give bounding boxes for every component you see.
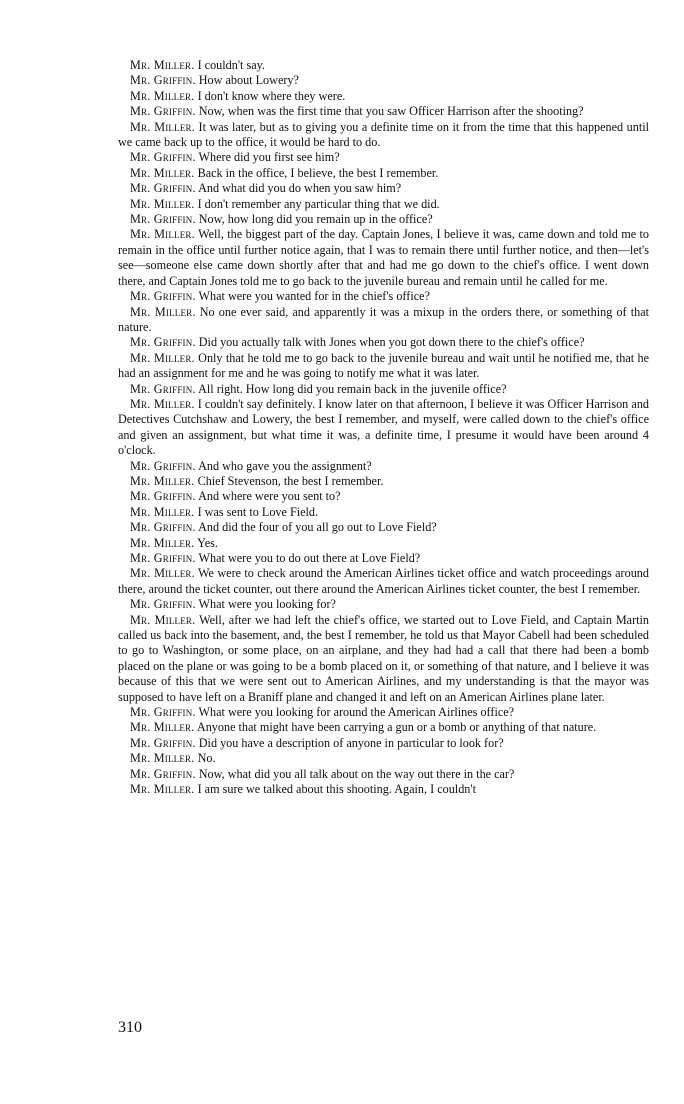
speaker-label: Mr. Miller. (130, 612, 196, 627)
transcript-line (118, 351, 649, 382)
speaker-label: Mr. Miller. (130, 88, 195, 103)
speaker-label: Mr. Griffin. (130, 597, 196, 612)
utterance-text: Did you actually talk with Jones when you got down there to the chief's office? (198, 335, 585, 350)
transcript-line (118, 104, 649, 119)
speaker-label: Mr. Miller. (130, 196, 195, 211)
transcript-line (118, 474, 649, 489)
speaker-label: Mr. Griffin. (130, 735, 196, 750)
transcript-line (118, 166, 649, 181)
utterance-text: Where did you first see him? (198, 150, 340, 165)
transcript-line (118, 736, 649, 751)
speaker-label: Mr. Griffin. (130, 766, 196, 781)
utterance-text: I couldn't say definitely. I know later on that afternoon, I believe it was Officer Harrison and Detectives Cutchshaw and Lowery, the best I remember, and myself, were called down to the chief's office and given an assignment, but what time it was, a definite time, I presume it would have been around 4 o'clock. (118, 396, 650, 458)
transcript-line (118, 58, 649, 73)
speaker-label: Mr. Miller. (130, 566, 195, 581)
speaker-label: Mr. Miller. (130, 396, 195, 411)
speaker-label: Mr. Griffin. (130, 335, 196, 350)
speaker-label: Mr. Griffin. (130, 150, 196, 165)
speaker-label: Mr. Griffin. (130, 212, 196, 227)
transcript-line (118, 459, 649, 474)
speaker-label: Mr. Griffin. (130, 551, 196, 565)
transcript-line (118, 335, 649, 350)
utterance-text: Now, when was the first time that you saw Officer Harrison after the shooting? (198, 104, 584, 119)
utterance-text: No. (197, 751, 216, 766)
transcript-line (118, 305, 649, 336)
transcript-line (118, 73, 649, 88)
utterance-text: What were you wanted for in the chief's office? (198, 289, 430, 304)
transcript-line (118, 227, 649, 289)
utterance-text: No one ever said, and apparently it was a mixup in the orders there, or something of that nature. (118, 304, 650, 334)
utterance-text: I don't know where they were. (197, 88, 346, 103)
transcript-line (118, 566, 649, 597)
utterance-text: We were to check around the American Airlines ticket office and watch proceedings around there, around the ticket counter, out there around the American Airlines ticket counter, the best I remember. (118, 566, 649, 596)
transcript-line (118, 289, 649, 304)
transcript-line (118, 720, 649, 735)
speaker-label: Mr. Griffin. (130, 458, 196, 473)
transcript-line (118, 89, 649, 104)
transcript-line (118, 197, 649, 212)
transcript-line (118, 120, 649, 151)
speaker-label: Mr. Miller. (130, 720, 195, 735)
utterance-text: How about Lowery? (198, 73, 299, 88)
speaker-label: Mr. Miller. (130, 58, 195, 72)
transcript-line (118, 505, 649, 520)
speaker-label: Mr. Griffin. (130, 520, 196, 535)
transcript-line (118, 597, 649, 612)
speaker-label: Mr. Griffin. (130, 104, 196, 119)
utterance-text: I am sure we talked about this shooting. Again, I couldn't (197, 782, 476, 797)
utterance-text: Only that he told me to go back to the juvenile bureau and wait until he notified me, that he had an assignment for me and he was going to notify me what it was later. (118, 350, 650, 381)
utterance-text: Anyone that might have been carrying a gun or a bomb or anything of that nature. (196, 720, 597, 735)
utterance-text: Yes. (197, 535, 218, 550)
utterance-text: I was sent to Love Field. (197, 504, 319, 519)
transcript-line (118, 397, 649, 459)
utterance-text: Did you have a description of anyone in particular to look for? (198, 735, 504, 750)
transcript-line (118, 705, 649, 720)
speaker-label: Mr. Miller. (130, 119, 195, 134)
speaker-label: Mr. Miller. (130, 165, 195, 180)
utterance-text: It was later, but as to giving you a definite time on it from the time that this happened until we came back up to the office, it would be hard to do. (118, 119, 650, 150)
speaker-label: Mr. Griffin. (130, 705, 196, 720)
utterance-text: Now, how long did you remain up in the office? (198, 212, 433, 227)
transcript-line (118, 613, 649, 705)
transcript-line (118, 181, 649, 196)
speaker-label: Mr. Miller. (130, 782, 195, 797)
speaker-label: Mr. Miller. (130, 473, 195, 488)
utterance-text: Now, what did you all talk about on the way out there in the car? (198, 766, 515, 781)
transcript-line (118, 382, 649, 397)
speaker-label: Mr. Miller. (130, 504, 195, 519)
utterance-text: Back in the office, I believe, the best I remember. (197, 165, 439, 180)
utterance-text: And did the four of you all go out to Love Field? (198, 520, 437, 535)
transcript-line (118, 751, 649, 766)
utterance-text: And what did you do when you saw him? (198, 181, 402, 196)
speaker-label: Mr. Miller. (130, 751, 195, 766)
utterance-text: What were you looking for around the American Airlines office? (198, 705, 515, 720)
speaker-label: Mr. Miller. (130, 350, 195, 365)
speaker-label: Mr. Griffin. (130, 489, 196, 504)
utterance-text: What were you looking for? (198, 597, 336, 612)
utterance-text: And who gave you the assignment? (198, 458, 372, 473)
transcript-line (118, 536, 649, 551)
utterance-text: All right. How long did you remain back in the juvenile office? (198, 381, 507, 396)
utterance-text: I don't remember any particular thing that we did. (197, 196, 440, 211)
utterance-text: Chief Stevenson, the best I remember. (197, 473, 384, 488)
speaker-label: Mr. Griffin. (130, 181, 196, 196)
speaker-label: Mr. Miller. (130, 304, 196, 319)
transcript-line (118, 782, 649, 797)
speaker-label: Mr. Miller. (130, 227, 195, 242)
transcript-line (118, 150, 649, 165)
utterance-text: What were you to do out there at Love Field? (198, 551, 421, 565)
utterance-text: Well, the biggest part of the day. Captain Jones, I believe it was, came down and told me to remain in the office until further notice again, that I was to remain there until further notice, and then—let's see—someone else came down shortly after that and had me go down to the chief's office. I went down there, and Captain Jones told me to go back to the juvenile bureau and remain until he called for me. (118, 227, 650, 288)
speaker-label: Mr. Griffin. (130, 73, 196, 88)
speaker-label: Mr. Griffin. (130, 289, 196, 304)
transcript-line (118, 520, 649, 535)
transcript-body (118, 58, 649, 798)
transcript-line (118, 212, 649, 227)
utterance-text: I couldn't say. (197, 58, 265, 72)
transcript-line (118, 489, 649, 504)
transcript-line (118, 551, 649, 566)
transcript-line (118, 767, 649, 782)
speaker-label: Mr. Miller. (130, 535, 195, 550)
utterance-text: And where were you sent to? (198, 489, 341, 504)
utterance-text: Well, after we had left the chief's office, we started out to Love Field, and Captain Martin called us back into the basement, and, the best I remember, he told us that Mayor Cabell had been scheduled to go to Washington, or some place, on an airplane, and they had had a call that there had been a bomb placed on the plane or was going to be a bomb placed on it, or something of that nature, and I believe it was because of this that we were sent out to American Airlines, and my understanding is that the mayor was supposed to have left on a Braniff plane and changed it and left on an American Airlines plane later. (118, 612, 650, 704)
page-number: 310 (118, 1019, 142, 1036)
speaker-label: Mr. Griffin. (130, 381, 196, 396)
